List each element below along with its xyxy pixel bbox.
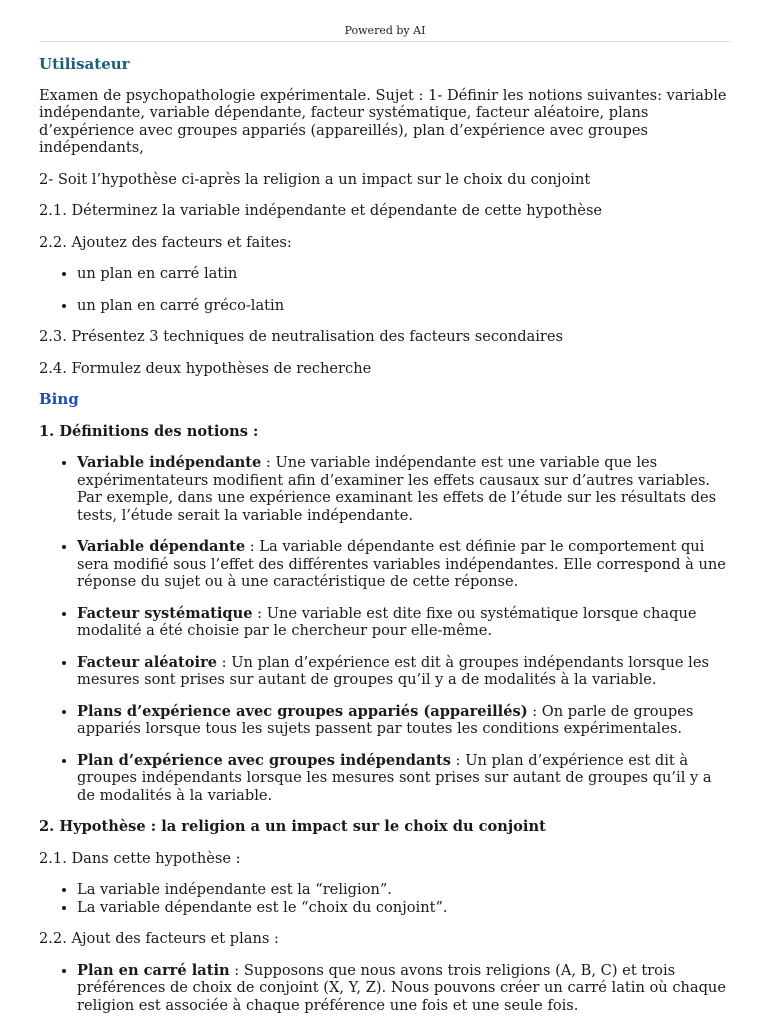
definition-text: : Un plan d’expérience est dit à groupes indépendants lorsque les mesures sont prises sur autant de groupes qu’il y a de modalités à la variable. xyxy=(77,751,712,804)
definition-text: : Un plan d’expérience est dit à groupes indépendants lorsque les mesures sont prises sur autant de groupes qu’il y a de modalités à la variable. xyxy=(77,653,709,688)
section-2-title: 2. Hypothèse : la religion a un impact sur le choix du conjoint xyxy=(39,818,546,835)
user-paragraph-3: 2.1. Déterminez la variable indépendante et dépendante de cette hypothèse xyxy=(39,202,603,219)
definition-term: Facteur systématique xyxy=(77,604,253,622)
plans-list xyxy=(39,962,731,1015)
definition-text: : Une variable indépendante est une variable que les expérimentateurs modifient afin d’examiner les effets causaux sur d’autres variables. Par exemple, dans une expérience examinant les effets de l’étude sur les résultats des tests, l’étude serait la variable indépendante. xyxy=(77,454,717,524)
user-paragraph-2: 2- Soit l’hypothèse ci-après la religion a un impact sur le choix du conjoint xyxy=(39,170,591,188)
list-item xyxy=(77,538,731,591)
user-paragraph-5: 2.3. Présentez 3 techniques de neutralisation des facteurs secondaires xyxy=(39,328,563,345)
section-2-1-intro: 2.1. Dans cette hypothèse : xyxy=(39,849,241,867)
user-plan-list xyxy=(39,265,731,314)
user-paragraph-1: Examen de psychopathologie expérimentale. Sujet : 1- Définir les notions suivantes: variable indépendante, variable dépendante, facteur systématique, facteur aléatoire, plans d’expérience avec groupes appariés (appareillés), plan d’expérience avec groupes indépendants, xyxy=(39,86,727,156)
list-item xyxy=(77,454,731,524)
list-item xyxy=(77,962,731,1015)
definition-text: : On parle de groupes appariés lorsque tous les sujets passent par toutes les conditions expérimentales. xyxy=(77,702,694,737)
variables-list xyxy=(39,881,731,916)
list-item: • un plan en carré gréco-latin xyxy=(77,297,731,315)
user-paragraph-4: 2.2. Ajoutez des facteurs et faites: xyxy=(39,233,292,251)
definition-text: : La variable dépendante est définie par le comportement qui sera modifié sous l’effet des différentes variables indépendantes. Elle correspond à une réponse du sujet ou à une caractéristique de cette réponse. xyxy=(77,538,726,590)
section-2-2-intro: 2.2. Ajout des facteurs et plans : xyxy=(39,930,279,947)
definition-text: : Une variable est dite fixe ou systématique lorsque chaque modalité a été choisie par le chercheur pour elle-même. xyxy=(77,604,697,639)
document-page xyxy=(39,0,731,1014)
list-item xyxy=(77,654,731,689)
user-speaker-label: Utilisateur xyxy=(39,55,130,73)
plan-term: Plan en carré latin xyxy=(77,961,230,979)
list-item xyxy=(77,752,731,805)
plan-text: : Supposons que nous avons trois religions (A, B, C) et trois préférences de choix de conjoint (X, Y, Z). Nous pouvons créer un carré latin où chaque religion est associée à chaque préférence une fois et une seule fois. xyxy=(77,961,726,1014)
list-item: • La variable dépendante est le “choix du conjoint”. xyxy=(77,899,731,917)
list-item xyxy=(77,703,731,738)
section-1-title: 1. Définitions des notions : xyxy=(39,422,259,440)
definition-term: Plan d’expérience avec groupes indépendants xyxy=(77,751,451,769)
list-item xyxy=(77,605,731,640)
definition-term: Facteur aléatoire xyxy=(77,653,218,671)
definitions-list xyxy=(39,454,731,804)
definition-term: Variable dépendante xyxy=(77,538,246,555)
definition-term: Variable indépendante xyxy=(77,454,262,471)
user-paragraph-6: 2.4. Formulez deux hypothèses de recherche xyxy=(39,359,372,377)
powered-by-header: Powered by AI xyxy=(39,0,731,42)
list-item: • La variable indépendante est la “religion”. xyxy=(77,881,731,899)
list-item: • un plan en carré latin xyxy=(77,265,731,283)
definition-term: Plans d’expérience avec groupes appariés (appareillés) xyxy=(77,702,528,720)
bing-speaker-label: Bing xyxy=(39,390,79,408)
